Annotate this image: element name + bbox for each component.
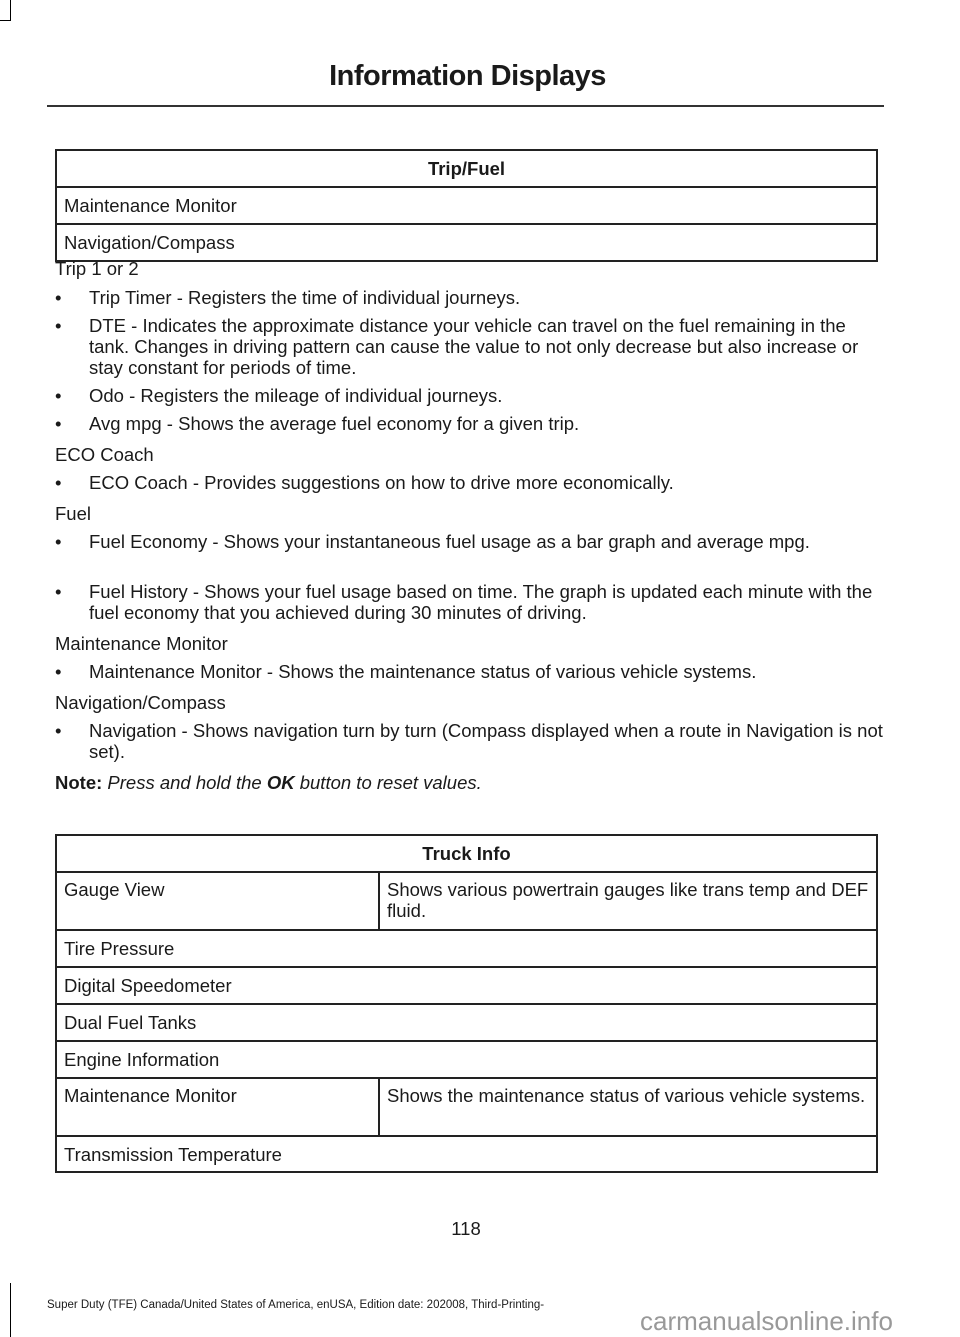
table-title: Truck Info [56,835,877,872]
note-label: Note: [55,772,103,793]
section-heading: Fuel [55,503,91,524]
table-title: Trip/Fuel [56,150,877,187]
table-cell: Transmission Temperature [56,1136,877,1172]
note [55,772,482,793]
note-text: Press and hold the [107,772,262,793]
bullet-icon: • [55,287,62,308]
bullet-text: ECO Coach - Provides suggestions on how to drive more economically. [89,472,674,493]
bullet-icon: • [55,413,62,434]
bullet-icon: • [55,315,62,336]
bullet-icon: • [55,720,62,741]
bullet-icon: • [55,581,62,602]
bullet-item [55,413,885,434]
table-cell: Maintenance Monitor [56,1078,379,1136]
trip-fuel-table [55,149,878,262]
section-heading: ECO Coach [55,444,154,465]
bullet-item [55,315,885,378]
bullet-item [55,661,885,682]
edition-footer: Super Duty (TFE) Canada/United States of America, enUSA, Edition date: 202008, Third-Printing- [47,1299,545,1311]
table-cell: Gauge View [56,872,379,930]
table-cell: Shows various powertrain gauges like trans temp and DEF fluid. [379,872,877,930]
crop-mark [10,1283,11,1337]
bullet-text: Navigation - Shows navigation turn by turn (Compass displayed when a route in Navigation is not set). [89,720,883,762]
bullet-text: Fuel History - Shows your fuel usage based on time. The graph is updated each minute with the fuel economy that you achieved during 30 minutes of driving. [89,581,873,623]
table-cell: Tire Pressure [56,930,877,967]
bullet-item [55,472,885,493]
bullet-text: Odo - Registers the mileage of individual journeys. [89,385,503,406]
header-rule [47,105,884,107]
bullet-icon: • [55,531,62,552]
table-cell: Engine Information [56,1041,877,1078]
section-heading: Navigation/Compass [55,692,226,713]
table-cell: Dual Fuel Tanks [56,1004,877,1041]
table-cell: Digital Speedometer [56,967,877,1004]
page-number: 118 [451,1218,481,1239]
bullet-text: DTE - Indicates the approximate distance your vehicle can travel on the fuel remaining in the tank. Changes in driving pattern can cause the value to not only decrease but also increase or stay constant for periods of time. [89,315,859,378]
table-cell: Shows the maintenance status of various vehicle systems. [379,1078,877,1136]
bullet-item [55,385,885,406]
bullet-text: Maintenance Monitor - Shows the maintenance status of various vehicle systems. [89,661,757,682]
crop-mark [10,0,11,20]
table-cell: Navigation/Compass [56,224,877,261]
truck-info-table [55,834,878,1173]
note-text: button to reset values. [299,772,482,793]
table-cell: Maintenance Monitor [56,187,877,224]
page-title: Information Displays [329,60,606,92]
bullet-item [55,531,885,552]
watermark: carmanualsonline.info [640,1306,893,1336]
bullet-icon: • [55,661,62,682]
bullet-text: Fuel Economy - Shows your instantaneous fuel usage as a bar graph and average mpg. [89,531,810,552]
bullet-item [55,720,885,762]
bullet-item [55,581,885,623]
bullet-item [55,287,885,308]
section-heading: Trip 1 or 2 [55,258,139,279]
section-heading: Maintenance Monitor [55,633,228,654]
bullet-icon: • [55,385,62,406]
crop-mark [0,20,11,21]
note-key: OK [266,772,295,793]
bullet-icon: • [55,472,62,493]
bullet-text: Avg mpg - Shows the average fuel economy for a given trip. [89,413,580,434]
bullet-text: Trip Timer - Registers the time of individual journeys. [89,287,521,308]
